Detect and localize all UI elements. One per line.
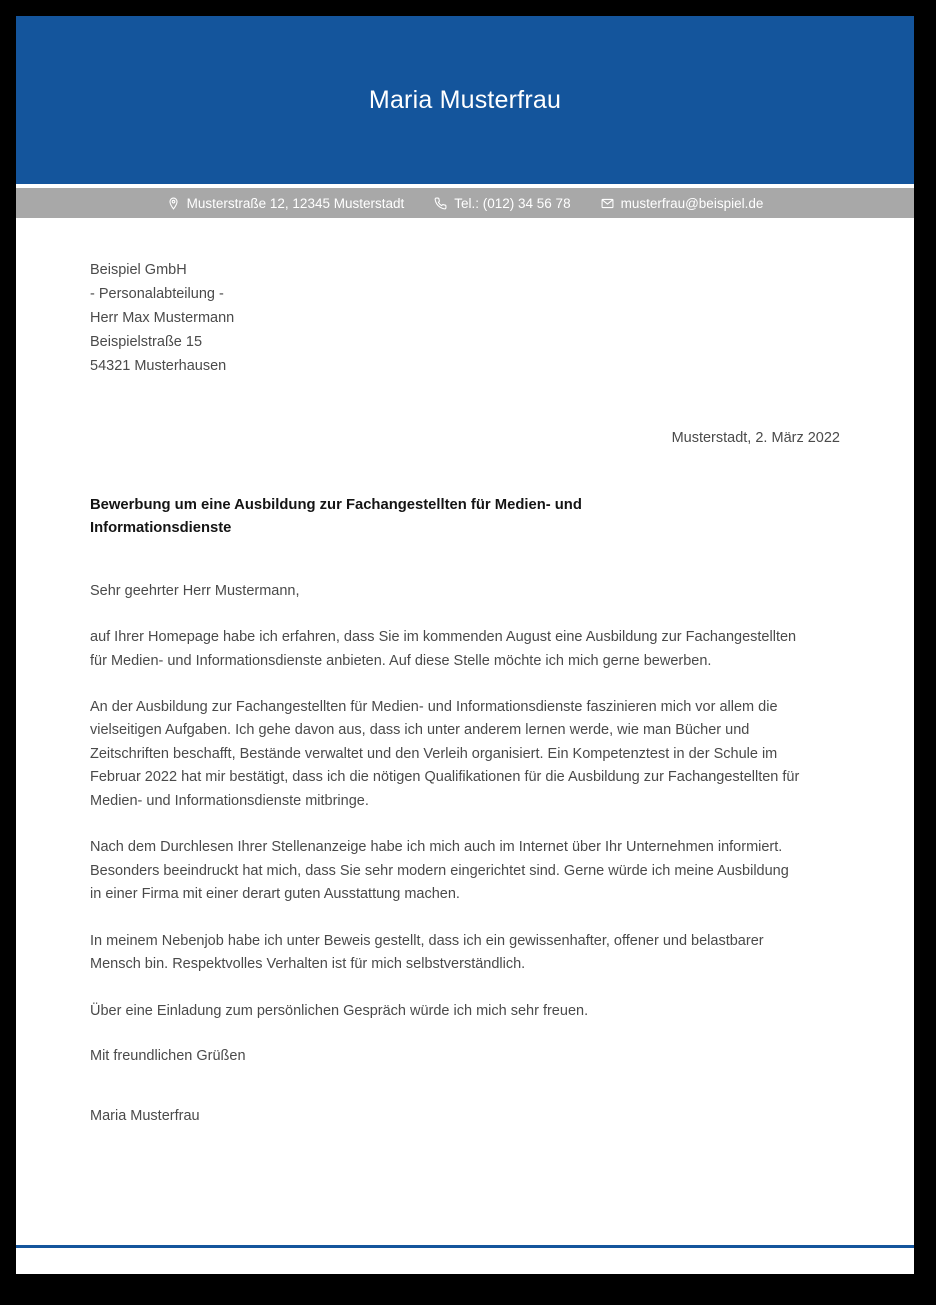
- contact-phone-label: Tel.: (012) 34 56 78: [454, 195, 571, 211]
- body-paragraph: auf Ihrer Homepage habe ich erfahren, dass Sie im kommenden August eine Ausbildung zur Fachangestellten für Medien- und Informationsdienste anbieten. Auf diese Stelle möchte ich mich gerne bewerben.: [90, 629, 797, 669]
- recipient-line: - Personalabteilung -: [90, 286, 224, 303]
- envelope-icon: [601, 197, 614, 210]
- contact-item-email: [601, 196, 764, 211]
- body-paragraph: Nach dem Durchlesen Ihrer Stellenanzeige habe ich mich auch im Internet über Ihr Unternehmen informiert. Besonders beeindruckt hat mich, dass Sie sehr modern eingerichtet sind. Gerne würde ich meine Ausbildung in einer Firma mit einer derart guten Ausstattung machen.: [90, 839, 789, 903]
- contact-bar: [16, 188, 914, 218]
- recipient-address-block: [90, 258, 840, 378]
- recipient-line: Herr Max Mustermann: [90, 310, 235, 327]
- closing-line: Mit freundlichen Grüßen: [90, 1048, 246, 1065]
- body-paragraph: An der Ausbildung zur Fachangestellten für Medien- und Informationsdienste faszinieren mich vor allem die vielseitigen Aufgaben. Ich gehe davon aus, dass ich unter anderem lernen werde, wie man Bücher und Zeitschriften beschafft, Bestände verwaltet und den Verleih organisiert. Ein Kompetenztest in der Schule im Februar 2022 hat mir bestätigt, dass ich die nötigen Qualifikationen für die Ausbildung zur Fachangestellten für Medien- und Informationsdienste mitbringe.: [90, 699, 800, 809]
- recipient-line: Beispiel GmbH: [90, 262, 187, 278]
- letter-page: [16, 16, 914, 1274]
- subject-line: Bewerbung um eine Ausbildung zur Fachangestellten für Medien- und Informationsdienste: [90, 497, 582, 536]
- date-line: Musterstadt, 2. März 2022: [671, 430, 840, 447]
- contact-email-label: musterfrau@beispiel.de: [620, 195, 764, 211]
- body-paragraph: In meinem Nebenjob habe ich unter Beweis gestellt, dass ich ein gewissenhafter, offener und belastbarer Mensch bin. Respektvolles Verhalten ist für mich selbstverständlich.: [90, 932, 764, 973]
- recipient-line: 54321 Musterhausen: [90, 358, 227, 375]
- letter-body: [16, 258, 914, 1128]
- body-paragraph: Über eine Einladung zum persönlichen Gespräch würde ich mich sehr freuen.: [90, 1002, 589, 1019]
- contact-item-phone: [434, 196, 570, 211]
- salutation: Sehr geehrter Herr Mustermann,: [90, 583, 300, 600]
- phone-icon: [434, 197, 447, 210]
- footer-strip: [16, 1248, 914, 1274]
- header-banner: [16, 16, 914, 184]
- page-title: Maria Musterfrau: [368, 85, 562, 114]
- contact-item-address: [167, 196, 405, 211]
- signature-name: Maria Musterfrau: [90, 1108, 200, 1125]
- recipient-line: Beispielstraße 15: [90, 334, 203, 351]
- contact-address-label: Musterstraße 12, 12345 Musterstadt: [186, 195, 405, 211]
- map-pin-icon: [167, 197, 180, 210]
